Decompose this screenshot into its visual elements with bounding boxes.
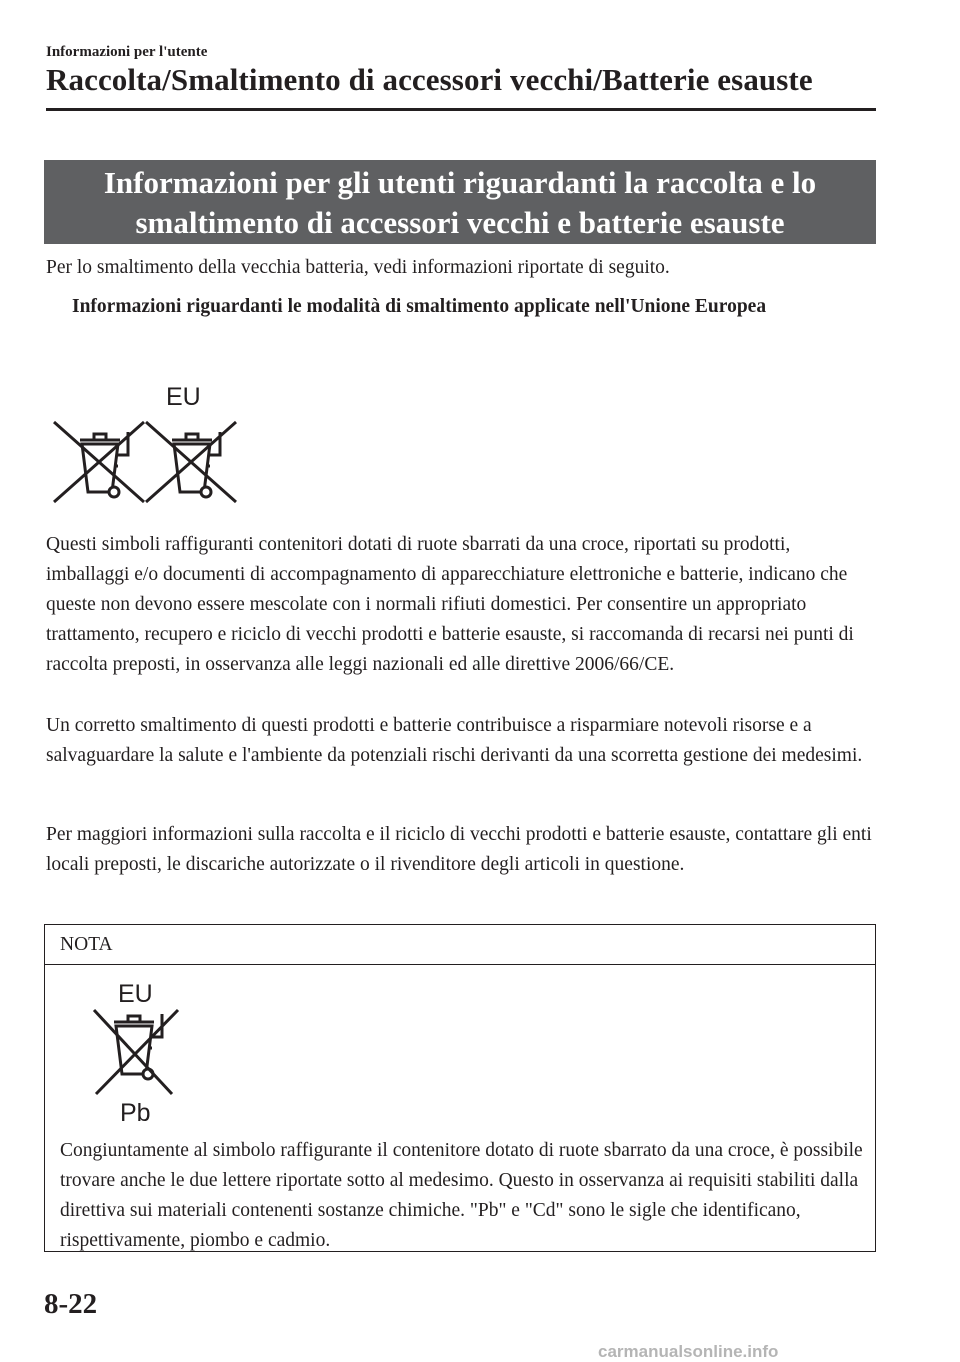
- section-banner: [44, 160, 876, 244]
- pb-label: Pb: [120, 1099, 151, 1126]
- note-divider: [44, 964, 876, 965]
- crossed-out-wheeled-bin-icon: [54, 422, 144, 502]
- crossed-out-wheeled-bin-icon: [146, 422, 236, 502]
- title-divider: [46, 108, 876, 111]
- note-eu-label: EU: [118, 980, 153, 1008]
- eu-disposal-symbols: [40, 380, 260, 510]
- crossed-out-wheeled-bin-icon: [94, 1010, 178, 1094]
- paragraph-contacts: Per maggiori informazioni sulla raccolta e il riciclo di vecchi prodotti e batterie esauste, contattare gli enti locali preposti, le discariche autorizzate o il rivenditore degli articoli in questione.: [46, 824, 872, 875]
- watermark-logo: carmanualsonline.info: [598, 1342, 779, 1361]
- note-text: Congiuntamente al simbolo raffigurante il contenitore dotato di ruote sbarrato da una croce, è possibile trovare anche le due lettere riportate sotto al medesimo. Questo in osservanza ai requisiti stabiliti dalla direttiva sui materiali contenenti sostanze chimiche. "Pb" e "Cd" sono le sigle che identificano, rispettivamente, piombo e cadmio.: [60, 1140, 863, 1251]
- note-title: NOTA: [60, 934, 113, 955]
- paragraph-symbols: Questi simboli raffiguranti contenitori dotati di ruote sbarrati da una croce, riportati su prodotti, imballaggi e/o documenti di accompagnamento di apparecchiature elettroniche e batterie, indicano che queste non devono essere mescolate con i normali rifiuti domestici. Per consentire un appropriato trattamento, recupero e riciclo di vecchi prodotti e batterie esauste, si raccomanda di recarsi nei punti di raccolta preposti, in osservanza alle leggi nazionali ed alle direttive 2006/66/CE.: [46, 534, 854, 675]
- subheading: Informazioni riguardanti le modalità di smaltimento applicate nell'Unione Europea: [72, 296, 767, 317]
- page-title: Raccolta/Smaltimento di accessori vecchi/Batterie esauste: [46, 62, 813, 97]
- eu-label: EU: [166, 383, 201, 411]
- eu-pb-disposal-symbol: [86, 976, 196, 1126]
- paragraph-benefits: Un corretto smaltimento di questi prodotti e batterie contribuisce a risparmiare notevoli risorse e a salvaguardare la salute e l'ambiente da potenziali rischi derivanti da una scorretta gestione dei medesimi.: [46, 715, 863, 766]
- banner-line-1: Informazioni per gli utenti riguardanti la raccolta e lo: [103, 165, 817, 200]
- section-kicker: Informazioni per l'utente: [46, 44, 208, 60]
- page-number: 8-22: [44, 1288, 98, 1320]
- intro-paragraph: Per lo smaltimento della vecchia batteria, vedi informazioni riportate di seguito.: [46, 257, 670, 278]
- banner-line-2: smaltimento di accessori vecchi e batterie esauste: [135, 205, 785, 240]
